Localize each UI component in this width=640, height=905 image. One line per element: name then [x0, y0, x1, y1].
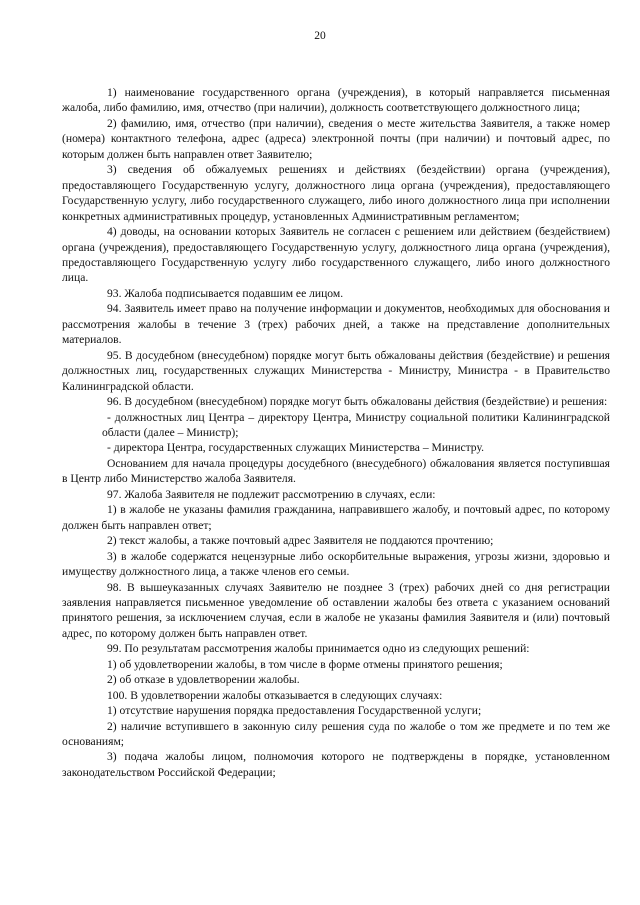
paragraph-100: 100. В удовлетворении жалобы отказывается в следующих случаях: [107, 688, 443, 702]
paragraph-92-item-3: 3) сведения об обжалуемых решениях и действиях (бездействии) органа (учреждения), предоставляющего Государственную услугу, должностного лица органа (учреждения), предоставляющего Государственную услугу, либо государственного служащего, либо иного должностного лица при исполнении конкретных административных процедур, установленных Административным регламентом; [62, 163, 610, 223]
paragraph-94: 94. Заявитель имеет право на получение информации и документов, необходимых для обоснования и рассмотрения жалобы в течение 3 (трех) рабочих дней, а также на представление дополнительных материалов. [62, 302, 610, 347]
paragraph-92-item-2: 2) фамилию, имя, отчество (при наличии), сведения о месте жительства Заявителя, а также номер (номера) контактного телефона, адрес (адреса) электронной почты (при наличии) и почтовый адрес, по которым должен быть направлен ответ Заявителю; [62, 116, 610, 161]
paragraph-99-item-1: 1) об удовлетворении жалобы, в том числе в форме отмены принятого решения; [107, 657, 503, 671]
paragraph-100-item-2: 2) наличие вступившего в законную силу решения суда по жалобе о том же предмете и по тем же основаниям; [62, 719, 610, 749]
paragraph-97-item-2: 2) текст жалобы, а также почтовый адрес Заявителя не поддаются прочтению; [107, 534, 494, 548]
paragraph-92-item-4: 4) доводы, на основании которых Заявитель не согласен с решением или действием (бездействием) органа (учреждения), предоставляющего Государственную услугу, должностного лица органа (учреждения), предоставляющего Государственную услугу либо государственного служащего, либо иного должностного лица. [62, 225, 610, 285]
paragraph-92-item-1: 1) наименование государственного органа (учреждения), в который направляется письменная жалоба, либо фамилию, имя, отчество (при наличии), должность соответствующего должностного лица; [62, 86, 610, 115]
paragraph-96-dash-1: - должностных лиц Центра – директору Центра, Министру социальной политики Калининградской области (далее – Министр); [102, 410, 610, 439]
paragraph-97: 97. Жалоба Заявителя не подлежит рассмотрению в случаях, если: [107, 487, 436, 501]
paragraph-96-dash-2: - директора Центра, государственных служащих Министерства – Министру. [107, 441, 484, 455]
paragraph-100-item-1: 1) отсутствие нарушения порядка предоставления Государственной услуги; [107, 704, 482, 718]
paragraph-97-item-1: 1) в жалобе не указаны фамилия гражданина, направившего жалобу, и почтовый адрес, по которому должен быть направлен ответ; [62, 503, 610, 532]
paragraph-96: 96. В досудебном (внесудебном) порядке могут быть обжалованы действия (бездействие) и решения: [107, 395, 608, 409]
paragraph-99-item-2: 2) об отказе в удовлетворении жалобы. [107, 673, 300, 687]
paragraph-95: 95. В досудебном (внесудебном) порядке могут быть обжалованы действия (бездействие) и решения должностных лиц, государственных служащих Министерства - Министру, Министра - в Правительство Калининградской области. [62, 348, 610, 393]
document-body [62, 85, 610, 780]
paragraph-93: 93. Жалоба подписывается подавшим ее лицом. [107, 286, 344, 300]
paragraph-basis: Основанием для начала процедуры досудебного (внесудебного) обжалования является поступившая в Центр либо Министерство жалоба Заявителя. [62, 456, 610, 486]
paragraph-97-item-3: 3) в жалобе содержатся нецензурные либо оскорбительные выражения, угрозы жизни, здоровью и имуществу должностного лица, а также членов его семьи. [62, 549, 610, 579]
page-number: 20 [314, 30, 326, 42]
paragraph-100-item-3: 3) подача жалобы лицом, полномочия которого не подтверждены в порядке, установленном законодательством Российской Федерации; [62, 750, 610, 779]
paragraph-99: 99. По результатам рассмотрения жалобы принимается одно из следующих решений: [107, 642, 530, 656]
paragraph-98: 98. В вышеуказанных случаях Заявителю не позднее 3 (трех) рабочих дней со дня регистрации заявления направляется письменное уведомление об оставлении жалобы без ответа с указанием оснований принятого решения, за исключением случая, если в жалобе не указаны фамилия Заявителя и (или) почтовый адрес, по которому должен быть направлен ответ. [62, 580, 610, 640]
